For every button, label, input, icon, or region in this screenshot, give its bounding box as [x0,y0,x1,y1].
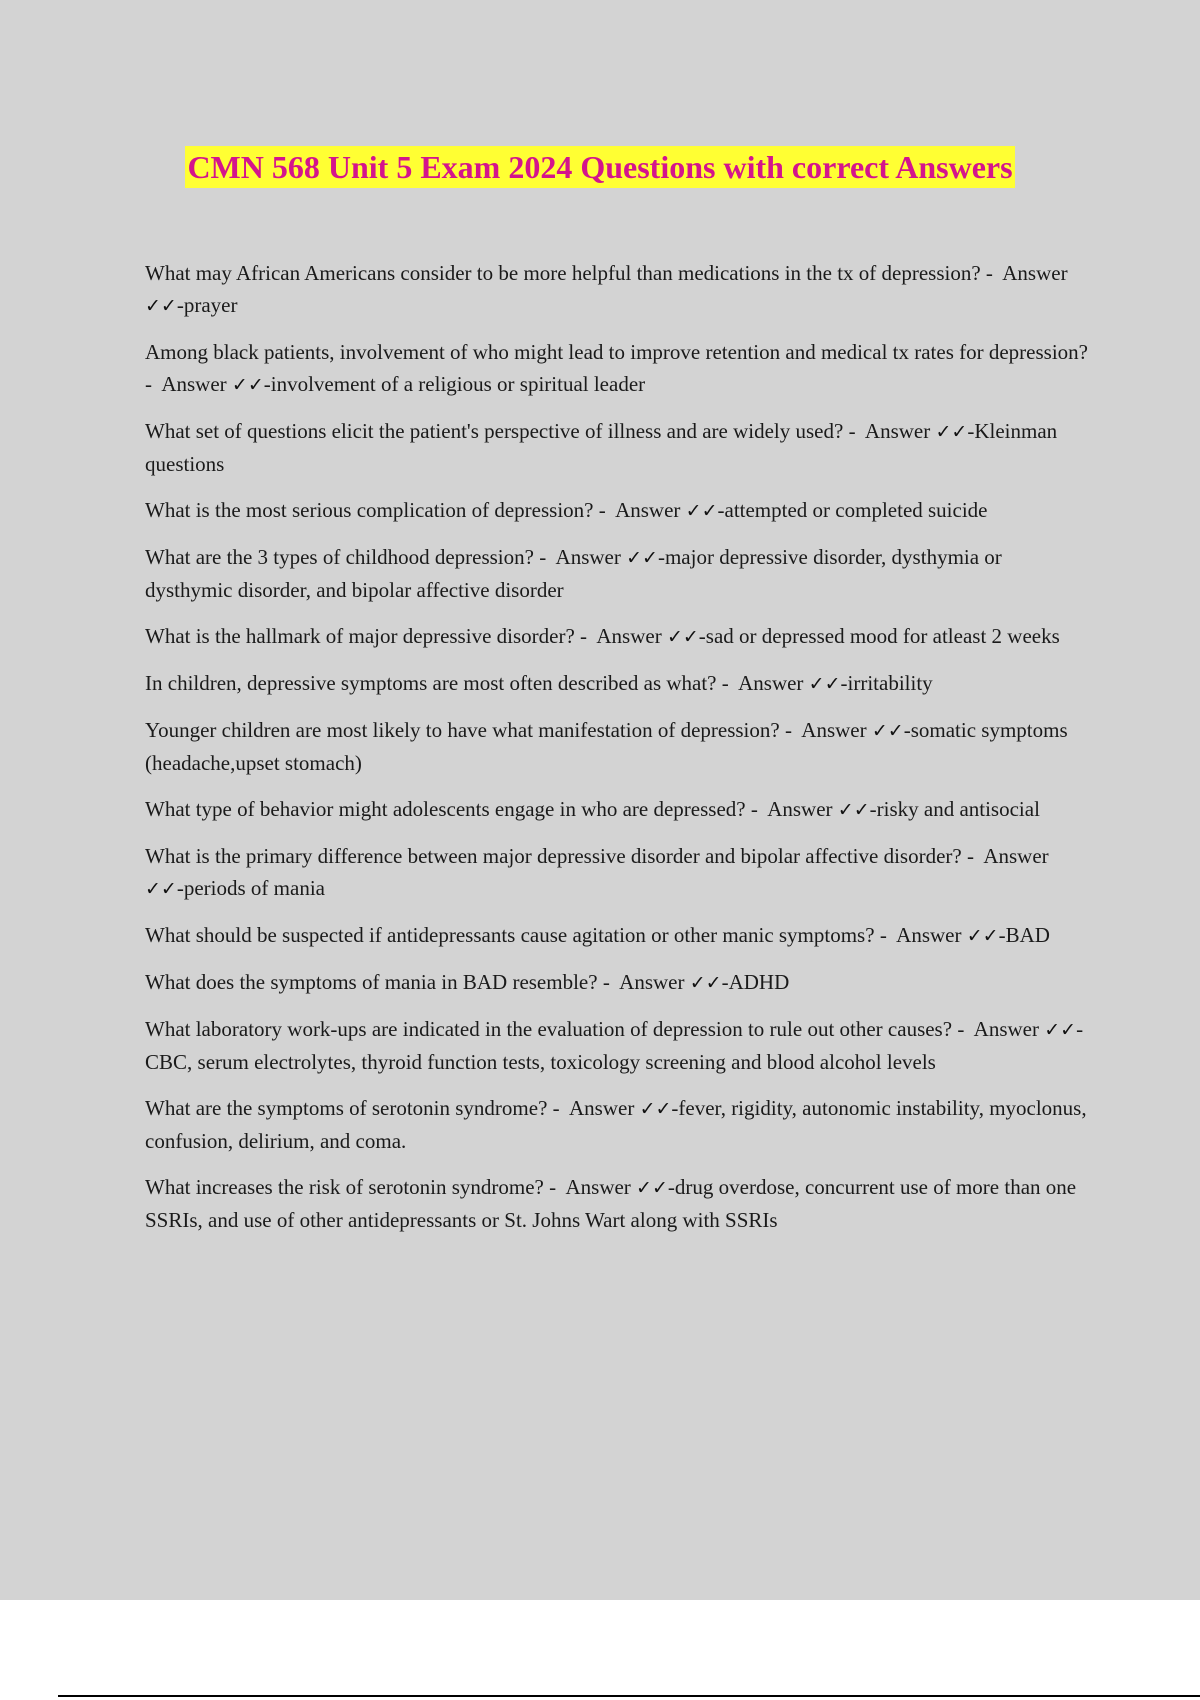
qa-item: What type of behavior might adolescents engage in who are depressed? - Answer ✓✓-risky and antisocial [145,797,1040,821]
qa-list [145,257,1090,1250]
qa-item: What is the primary difference between major depressive disorder and bipolar affective disorder? - Answer ✓✓-periods of mania [145,844,1049,900]
answer-text: BAD [1005,923,1050,947]
answer-text: periods of mania [183,876,325,900]
checkmark-icon: ✓✓ [871,720,904,742]
qa-item: What should be suspected if antidepressants cause agitation or other manic symptoms? - Answer ✓✓-BAD [145,923,1050,947]
qa-item: What are the symptoms of serotonin syndrome? - Answer ✓✓-fever, rigidity, autonomic instability, myoclonus, confusion, delirium, and coma. [145,1096,1087,1153]
checkmark-icon: ✓✓ [808,673,841,695]
qa-item: What does the symptoms of mania in BAD resemble? - Answer ✓✓-ADHD [145,970,790,994]
checkmark-icon: ✓✓ [837,799,870,821]
answer-text: ADHD [728,970,790,994]
checkmark-icon: ✓✓ [1044,1019,1077,1041]
qa-item: What may African Americans consider to be more helpful than medications in the tx of depression? - Answer ✓✓-prayer [145,261,1068,317]
qa-item: What laboratory work-ups are indicated in the evaluation of depression to rule out other causes? - Answer ✓✓-CBC, serum electrolytes, thyroid function tests, toxicology screening and blood alcohol levels [145,1017,1084,1074]
checkmark-icon: ✓✓ [689,972,722,994]
answer-text: drug overdose, concurrent use of more than one SSRIs, and use of other antidepressants or St. Johns Wart along with SSRIs [145,1175,1077,1232]
qa-item: In children, depressive symptoms are most often described as what? - Answer ✓✓-irritability [145,671,933,695]
answer-text: CBC, serum electrolytes, thyroid function tests, toxicology screening and blood alcohol levels [145,1050,936,1074]
question-text: What increases the risk of serotonin syndrome? [145,1175,544,1199]
bottom-divider [58,1695,1200,1697]
checkmark-icon: ✓✓ [145,878,177,900]
checkmark-icon: ✓✓ [935,421,968,443]
qa-item: What increases the risk of serotonin syndrome? - Answer ✓✓-drug overdose, concurrent use of more than one SSRIs, and use of other antidepressants or St. Johns Wart along with SSRIs [145,1175,1077,1232]
qa-item: Among black patients, involvement of who might lead to improve retention and medical tx rates for depression? - Answer ✓✓-involvement of a religious or spiritual leader [145,340,1089,396]
checkmark-icon: ✓✓ [145,295,177,317]
checkmark-icon: ✓✓ [639,1098,672,1120]
checkmark-icon: ✓✓ [966,925,999,947]
question-text: What laboratory work-ups are indicated in the evaluation of depression to rule out other causes? [145,1017,953,1041]
answer-text: risky and antisocial [876,797,1040,821]
qa-item: What set of questions elicit the patient's perspective of illness and are widely used? - Answer ✓✓-Kleinman questions [145,419,1058,476]
answer-text: prayer [183,293,238,317]
question-text: What type of behavior might adolescents engage in who are depressed? [145,797,746,821]
answer-text: sad or depressed mood for atleast 2 weeks [705,624,1060,648]
qa-item: What is the most serious complication of depression? - Answer ✓✓-attempted or completed suicide [145,498,988,522]
question-text: In children, depressive symptoms are most often described as what? [145,671,717,695]
checkmark-icon: ✓✓ [666,626,699,648]
question-text: What are the symptoms of serotonin syndrome? [145,1096,548,1120]
question-text: What are the 3 types of childhood depression? [145,545,534,569]
question-text: What is the hallmark of major depressive disorder? [145,624,575,648]
checkmark-icon: ✓✓ [231,374,264,396]
question-text: What is the most serious complication of depression? [145,498,594,522]
question-text: What set of questions elicit the patient's perspective of illness and are widely used? [145,419,844,443]
answer-text: Kleinman questions [145,419,1058,476]
checkmark-icon: ✓✓ [636,1177,668,1199]
answer-text: fever, rigidity, autonomic instability, myoclonus, confusion, delirium, and coma. [145,1096,1087,1153]
question-text: Younger children are most likely to have what manifestation of depression? [145,718,780,742]
question-text: What may African Americans consider to be more helpful than medications in the tx of depression? [145,261,981,285]
question-text: What should be suspected if antidepressants cause agitation or other manic symptoms? [145,923,875,947]
qa-item: What are the 3 types of childhood depression? - Answer ✓✓-major depressive disorder, dysthymia or dysthymic disorder, and bipolar affective disorder [145,545,1002,602]
answer-text: major depressive disorder, dysthymia or dysthymic disorder, and bipolar affective disorder [145,545,1002,602]
question-text: What is the primary difference between major depressive disorder and bipolar affective disorder? [145,844,962,868]
document-title: CMN 568 Unit 5 Exam 2024 Questions with correct Answers [185,146,1014,188]
checkmark-icon: ✓✓ [685,500,718,522]
checkmark-icon: ✓✓ [626,547,658,569]
answer-text: somatic symptoms (headache,upset stomach) [145,718,1068,775]
question-text: What does the symptoms of mania in BAD resemble? [145,970,598,994]
title-container [0,146,1200,188]
answer-text: irritability [847,671,933,695]
answer-text: attempted or completed suicide [724,498,988,522]
question-text: Among black patients, involvement of who might lead to improve retention and medical tx rates for depression? [145,340,1089,364]
qa-item: Younger children are most likely to have what manifestation of depression? - Answer ✓✓-somatic symptoms (headache,upset stomach) [145,718,1068,775]
qa-item: What is the hallmark of major depressive disorder? - Answer ✓✓-sad or depressed mood for atleast 2 weeks [145,624,1060,648]
answer-text: involvement of a religious or spiritual leader [270,372,646,396]
